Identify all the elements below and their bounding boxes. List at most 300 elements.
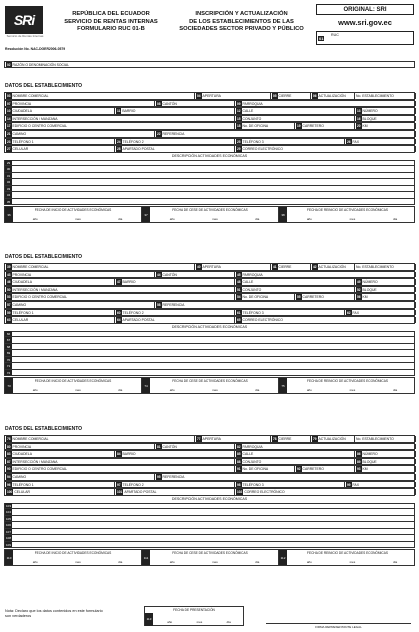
- field-label: BARRIO: [122, 452, 136, 457]
- nombre-comercial-field[interactable]: [5, 436, 195, 442]
- fecha-cese-field[interactable]: [142, 550, 279, 565]
- provincia-field[interactable]: [5, 444, 155, 450]
- interseccion-field[interactable]: [5, 287, 235, 293]
- field-label: TELÉFONO 2: [122, 482, 144, 487]
- field-number: 87: [7, 459, 11, 464]
- activity-number: 29: [6, 160, 11, 165]
- actualizacion-field[interactable]: [311, 264, 355, 270]
- field-row: [4, 293, 415, 301]
- field-row: [4, 465, 415, 473]
- no-establecimiento-field[interactable]: [355, 436, 416, 442]
- issuer-title: REPÚBLICA DEL ECUADOR SERVICIO DE RENTAS INTERNAS FORMULARIO RUC 01-B: [64, 11, 158, 32]
- field-label: ACTUALIZACIÓN: [318, 94, 346, 98]
- fecha-cese-field[interactable]: [142, 207, 279, 222]
- field-row: [4, 488, 415, 496]
- interseccion-field[interactable]: [5, 116, 235, 122]
- field-number: 62: [347, 310, 351, 315]
- field-label: CALLE: [242, 109, 254, 114]
- activity-dates-row: [4, 206, 415, 223]
- parroquia-field[interactable]: [235, 272, 416, 278]
- field-number: 22: [157, 132, 161, 136]
- field-number: 47: [117, 280, 121, 285]
- field-number: 80: [7, 444, 11, 449]
- field-label: APERTURA: [202, 265, 221, 269]
- no-oficina-field[interactable]: [235, 123, 295, 129]
- field-row: [4, 107, 415, 115]
- field-number: 36: [5, 207, 13, 222]
- field-number: 90: [7, 467, 11, 472]
- conjunto-field[interactable]: [235, 287, 355, 293]
- field-number: 99: [347, 482, 351, 487]
- field-number: 42: [313, 265, 317, 269]
- firma-representante[interactable]: FIRMA REPRESENTANTE LEGAL: [266, 623, 411, 629]
- field-number: 15: [237, 116, 241, 121]
- apartado-field[interactable]: [115, 489, 235, 495]
- cierre-field[interactable]: [271, 436, 311, 442]
- field-number: 97: [117, 482, 121, 487]
- razon-social-field[interactable]: 02 RAZÓN O DENOMINACIÓN SOCIAL: [4, 61, 415, 68]
- fecha-reinicio-field[interactable]: [279, 207, 416, 222]
- field-label: PROVINCIA: [12, 272, 32, 277]
- field-label: CALLE: [242, 280, 254, 285]
- bloque-field[interactable]: [355, 459, 416, 465]
- apertura-field[interactable]: [195, 436, 271, 442]
- field-number: 88: [237, 459, 241, 464]
- field-label: FECHA DE REINICIO DE ACTIVIDADES ECONÓMICAS: [307, 208, 388, 213]
- field-label: APERTURA: [202, 437, 221, 441]
- field-label: FECHA DE CESE DE ACTIVIDADES ECONÓMICAS: [172, 208, 248, 213]
- field-label: PARROQUIA: [242, 101, 263, 106]
- field-number: 09: [237, 101, 241, 106]
- no-establecimiento-field[interactable]: [355, 264, 416, 270]
- field-label: No. DE OFICINA: [242, 124, 269, 129]
- sri-url: www.sri.gov.ec: [338, 18, 392, 27]
- activity-number: 31: [6, 173, 11, 178]
- field-row: [4, 316, 415, 324]
- activity-number: 107: [5, 529, 11, 534]
- activity-number: 30: [6, 167, 11, 172]
- date-part-labels: año mes día: [169, 388, 260, 393]
- field-number: 21: [7, 132, 11, 136]
- field-number: 91: [237, 467, 241, 472]
- km-field[interactable]: [355, 123, 416, 129]
- field-number: 51: [237, 287, 241, 292]
- field-number: 77: [197, 437, 201, 441]
- activity-number: 69: [6, 351, 11, 356]
- telefono2-field[interactable]: [115, 139, 235, 145]
- field-number: 56: [357, 295, 361, 300]
- field-number: 26: [347, 139, 351, 144]
- field-number: 58: [157, 303, 161, 307]
- field-number: 52: [357, 287, 361, 292]
- field-number: 110: [5, 550, 13, 565]
- apertura-field[interactable]: [195, 93, 271, 99]
- field-number: 83: [7, 452, 11, 457]
- activity-number: 68: [6, 344, 11, 349]
- field-number: 11: [117, 109, 121, 114]
- field-row: [4, 286, 415, 294]
- fecha-inicio-field[interactable]: [5, 550, 142, 565]
- field-number: 44: [157, 272, 161, 277]
- carretero-field[interactable]: [295, 123, 355, 129]
- date-part-labels: año mes día: [306, 388, 398, 393]
- field-label: CARRETERO: [302, 124, 324, 129]
- field-label: BARRIO: [122, 280, 136, 285]
- correo-field[interactable]: [235, 317, 416, 323]
- activity-number: 103: [5, 503, 11, 508]
- apartado-field[interactable]: [115, 317, 235, 323]
- field-row: [4, 458, 415, 466]
- field-label: CARRETERO: [302, 467, 324, 472]
- activity-number: 108: [5, 536, 11, 541]
- field-label: INTERSECCIÓN / MANZANA: [12, 116, 58, 121]
- field-label: No. DE OFICINA: [242, 295, 269, 300]
- field-number: 46: [7, 280, 11, 285]
- km-field[interactable]: [355, 294, 416, 300]
- field-label: REFERENCIA: [162, 132, 185, 136]
- fax-field[interactable]: [345, 482, 416, 488]
- celular-field[interactable]: [5, 489, 115, 495]
- field-label: TELÉFONO 1: [12, 139, 34, 144]
- activity-number: 109: [5, 542, 11, 547]
- referencia-field[interactable]: [155, 131, 416, 137]
- telefono3-field[interactable]: [235, 482, 345, 488]
- actualizacion-field[interactable]: [311, 93, 355, 99]
- fecha-presentacion-field[interactable]: FECHA DE PRESENTACIÓN 113 año mes día: [144, 606, 244, 626]
- numero-field[interactable]: [355, 279, 416, 285]
- provincia-field[interactable]: [5, 101, 155, 107]
- field-number: 101: [117, 490, 123, 495]
- parroquia-field[interactable]: [235, 444, 416, 450]
- field-label: KM: [362, 124, 368, 129]
- field-label: APARTADO POSTAL: [124, 490, 157, 495]
- field-label: PROVINCIA: [12, 444, 32, 449]
- field-number: 73: [5, 378, 13, 393]
- canton-field[interactable]: [155, 101, 235, 107]
- ruc-form-page: [4, 3, 415, 627]
- field-label: CELULAR: [12, 147, 29, 152]
- field-label: CELULAR: [12, 318, 29, 323]
- calle-field[interactable]: [235, 451, 355, 457]
- conjunto-field[interactable]: [235, 116, 355, 122]
- field-number: 20: [357, 124, 361, 129]
- activity-number: 66: [6, 331, 11, 336]
- barrio-field[interactable]: [115, 279, 235, 285]
- field-number: 12: [237, 109, 241, 114]
- km-field[interactable]: [355, 466, 416, 472]
- ruc-field[interactable]: 01 RUC: [316, 31, 414, 45]
- field-label: CIUDADELA: [12, 452, 32, 457]
- field-number: 04: [197, 94, 201, 98]
- correo-field[interactable]: [235, 489, 416, 495]
- field-number: 39: [7, 265, 11, 269]
- numero-field[interactable]: [355, 108, 416, 114]
- conjunto-field[interactable]: [235, 459, 355, 465]
- nombre-comercial-field[interactable]: [5, 264, 195, 270]
- date-part-labels: año mes día: [169, 560, 260, 565]
- telefono3-field[interactable]: [235, 139, 345, 145]
- field-row: [4, 435, 415, 443]
- field-label: PROVINCIA: [12, 101, 32, 106]
- celular-field[interactable]: [5, 317, 115, 323]
- field-number: 79: [313, 437, 317, 441]
- field-label: CAMINO: [12, 475, 27, 479]
- field-number: 53: [7, 295, 11, 300]
- descripcion-actividades-title: DESCRIPCIÓN ACTIVIDADES ECONÓMICAS: [171, 324, 248, 329]
- field-row: [4, 443, 415, 451]
- field-number: 82: [237, 444, 241, 449]
- carretero-field[interactable]: [295, 294, 355, 300]
- field-row: [4, 309, 415, 317]
- field-number: 94: [7, 475, 11, 479]
- field-number: 59: [7, 310, 11, 315]
- nombre-comercial-field[interactable]: [5, 93, 195, 99]
- field-number: 43: [7, 272, 11, 277]
- field-label: CANTÓN: [162, 272, 177, 277]
- canton-field[interactable]: [155, 444, 235, 450]
- field-label: APARTADO POSTAL: [122, 147, 155, 152]
- field-number: 13: [357, 109, 361, 114]
- field-number: 96: [7, 482, 11, 487]
- field-number: 74: [142, 378, 150, 393]
- establishment-title: DATOS DEL ESTABLECIMIENTO: [5, 83, 83, 89]
- field-number: 61: [237, 310, 241, 315]
- field-label: INTERSECCIÓN / MANZANA: [12, 287, 58, 292]
- parroquia-field[interactable]: [235, 101, 416, 107]
- field-number: 14: [7, 116, 11, 121]
- camino-field[interactable]: [5, 474, 155, 480]
- fecha-inicio-field[interactable]: [5, 378, 142, 393]
- field-number: 27: [7, 147, 11, 152]
- canton-field[interactable]: [155, 272, 235, 278]
- field-label: CARRETERO: [302, 295, 324, 300]
- field-label: CONJUNTO: [242, 116, 262, 121]
- field-number: 93: [357, 467, 361, 472]
- field-label: CANTÓN: [162, 444, 177, 449]
- field-number: 06: [313, 94, 317, 98]
- fecha-inicio-field[interactable]: [5, 207, 142, 222]
- field-label: FAX: [352, 310, 359, 315]
- barrio-field[interactable]: [115, 108, 235, 114]
- ciudadela-field[interactable]: [5, 108, 115, 114]
- no-oficina-field[interactable]: [235, 294, 295, 300]
- field-label: No. ESTABLECIMIENTO: [356, 437, 394, 441]
- field-number: 45: [237, 272, 241, 277]
- calle-field[interactable]: [235, 279, 355, 285]
- field-number: 23: [7, 139, 11, 144]
- field-number: 03: [7, 94, 11, 98]
- field-row: [4, 301, 415, 309]
- camino-field[interactable]: [5, 131, 155, 137]
- logo-subtitle: Servicio de Rentas Internas: [6, 34, 44, 38]
- field-label: FECHA DE CESE DE ACTIVIDADES ECONÓMICAS: [172, 379, 248, 384]
- field-label: CIERRE: [278, 94, 292, 98]
- field-label: EDIFICIO O CENTRO COMERCIAL: [12, 124, 68, 129]
- no-establecimiento-field[interactable]: [355, 93, 416, 99]
- interseccion-field[interactable]: [5, 459, 235, 465]
- field-label: TELÉFONO 1: [12, 310, 34, 315]
- field-label: TELÉFONO 1: [12, 482, 34, 487]
- field-number: 19: [297, 124, 301, 129]
- edificio-field[interactable]: [5, 123, 235, 129]
- field-label: BLOQUE: [362, 287, 377, 292]
- field-number: 17: [7, 124, 11, 129]
- edificio-field[interactable]: [5, 294, 235, 300]
- fecha-reinicio-field[interactable]: [279, 378, 416, 393]
- field-row: [4, 130, 415, 138]
- numero-field[interactable]: [355, 451, 416, 457]
- field-label: CALLE: [242, 452, 254, 457]
- apartado-field[interactable]: [115, 146, 235, 152]
- apertura-field[interactable]: [195, 264, 271, 270]
- field-number: 84: [117, 452, 121, 457]
- activity-number: 34: [6, 193, 11, 198]
- resolution-number: Resolución No. NAC-DGER2006-0579: [5, 47, 66, 51]
- field-number: 48: [237, 280, 241, 285]
- field-label: ACTUALIZACIÓN: [318, 265, 346, 269]
- provincia-field[interactable]: [5, 272, 155, 278]
- field-number: 10: [7, 109, 11, 114]
- form-title: INSCRIPCIÓN Y ACTUALIZACIÓN DE LOS ESTABLECIMIENTOS DE LAS SOCIEDADES SECTOR PRIVADO Y PÚBLICO: [179, 11, 304, 32]
- telefono2-field[interactable]: [115, 310, 235, 316]
- telefono1-field[interactable]: [5, 310, 115, 316]
- field-number: 57: [7, 303, 11, 307]
- calle-field[interactable]: [235, 108, 355, 114]
- field-number: 92: [297, 467, 301, 472]
- field-label: CONJUNTO: [242, 459, 262, 464]
- activity-row[interactable]: [4, 199, 415, 206]
- activity-row[interactable]: [4, 370, 415, 377]
- activity-number: 105: [5, 516, 11, 521]
- field-label: CELULAR: [14, 490, 30, 495]
- telefono2-field[interactable]: [115, 482, 235, 488]
- field-number: 89: [357, 459, 361, 464]
- field-number: 85: [237, 452, 241, 457]
- fax-field[interactable]: [345, 139, 416, 145]
- field-number: 63: [7, 318, 11, 323]
- field-label: TELÉFONO 3: [242, 482, 264, 487]
- field-label: BLOQUE: [362, 116, 377, 121]
- field-row: [4, 138, 415, 146]
- field-number: 50: [7, 287, 11, 292]
- field-label: FECHA DE INICIO DE ACTIVIDADES ECONÓMICAS: [34, 208, 112, 213]
- field-row: [4, 481, 415, 489]
- field-label: CANTÓN: [162, 101, 177, 106]
- field-row: [4, 473, 415, 481]
- field-number: 24: [117, 139, 121, 144]
- fax-field[interactable]: [345, 310, 416, 316]
- field-label: TELÉFONO 2: [122, 139, 144, 144]
- barrio-field[interactable]: [115, 451, 235, 457]
- referencia-field[interactable]: [155, 474, 416, 480]
- date-part-labels: año mes día: [169, 217, 260, 222]
- activity-number: 67: [6, 338, 11, 343]
- field-label: CAMINO: [12, 303, 27, 307]
- field-label: REFERENCIA: [162, 303, 185, 307]
- field-number: 112: [279, 550, 287, 565]
- correo-field[interactable]: [235, 146, 416, 152]
- field-label: No. ESTABLECIMIENTO: [356, 265, 394, 269]
- field-label: APERTURA: [202, 94, 221, 98]
- ciudadela-field[interactable]: [5, 451, 115, 457]
- field-label: NOMBRE COMERCIAL: [12, 94, 49, 98]
- field-label: APARTADO POSTAL: [122, 318, 155, 323]
- original-label: ORIGINAL: SRI: [316, 4, 414, 15]
- field-label: NOMBRE COMERCIAL: [12, 265, 49, 269]
- establishment-title: DATOS DEL ESTABLECIMIENTO: [5, 254, 83, 260]
- fecha-cese-field[interactable]: [142, 378, 279, 393]
- telefono1-field[interactable]: [5, 482, 115, 488]
- telefono3-field[interactable]: [235, 310, 345, 316]
- declaration-note: Nota: Declaro que los datos contenidos en este formulario son verdaderos: [5, 609, 103, 618]
- field-number: 65: [237, 318, 241, 323]
- actualizacion-field[interactable]: [311, 436, 355, 442]
- sri-logo: SRi: [5, 6, 43, 34]
- descripcion-actividades-title: DESCRIPCIÓN ACTIVIDADES ECONÓMICAS: [171, 496, 248, 501]
- telefono1-field[interactable]: [5, 139, 115, 145]
- activity-row[interactable]: [4, 542, 415, 549]
- field-label: PARROQUIA: [242, 272, 263, 277]
- field-label: CIERRE: [278, 437, 292, 441]
- field-label: CONJUNTO: [242, 287, 262, 292]
- carretero-field[interactable]: [295, 466, 355, 472]
- cierre-field[interactable]: [271, 93, 311, 99]
- activity-dates-row: [4, 377, 415, 394]
- date-part-labels: año mes día: [32, 560, 123, 565]
- field-number: 95: [157, 475, 161, 479]
- field-number: 25: [237, 139, 241, 144]
- bloque-field[interactable]: [355, 116, 416, 122]
- celular-field[interactable]: [5, 146, 115, 152]
- field-number: 05: [273, 94, 277, 98]
- field-label: TELÉFONO 2: [122, 310, 144, 315]
- no-oficina-field[interactable]: [235, 466, 295, 472]
- field-number: 54: [237, 295, 241, 300]
- field-label: CORREO ELECTRÓNICO: [242, 147, 283, 152]
- cierre-field[interactable]: [271, 264, 311, 270]
- ciudadela-field[interactable]: [5, 279, 115, 285]
- field-number: 40: [197, 265, 201, 269]
- activity-number: 72: [6, 370, 11, 375]
- field-number: 76: [7, 437, 11, 441]
- establishment-title: DATOS DEL ESTABLECIMIENTO: [5, 426, 83, 432]
- field-number: 60: [117, 310, 121, 315]
- field-number: 08: [157, 101, 161, 106]
- bloque-field[interactable]: [355, 287, 416, 293]
- referencia-field[interactable]: [155, 302, 416, 308]
- field-label: CIUDADELA: [12, 280, 32, 285]
- field-row: [4, 278, 415, 286]
- edificio-field[interactable]: [5, 466, 235, 472]
- field-label: CAMINO: [12, 132, 27, 136]
- field-number: 49: [357, 280, 361, 285]
- field-number: 111: [142, 550, 150, 565]
- descripcion-actividades-title: DESCRIPCIÓN ACTIVIDADES ECONÓMICAS: [171, 153, 248, 158]
- field-label: EDIFICIO O CENTRO COMERCIAL: [12, 295, 68, 300]
- fecha-reinicio-field[interactable]: [279, 550, 416, 565]
- field-label: No. ESTABLECIMIENTO: [356, 94, 394, 98]
- field-label: BLOQUE: [362, 459, 377, 464]
- field-number: 37: [142, 207, 150, 222]
- field-number: 55: [297, 295, 301, 300]
- field-row: [4, 100, 415, 108]
- camino-field[interactable]: [5, 302, 155, 308]
- field-label: FAX: [352, 139, 359, 144]
- field-number: 102: [237, 490, 243, 495]
- field-label: KM: [362, 467, 368, 472]
- field-number: 38: [279, 207, 287, 222]
- date-part-labels: año mes día: [32, 217, 123, 222]
